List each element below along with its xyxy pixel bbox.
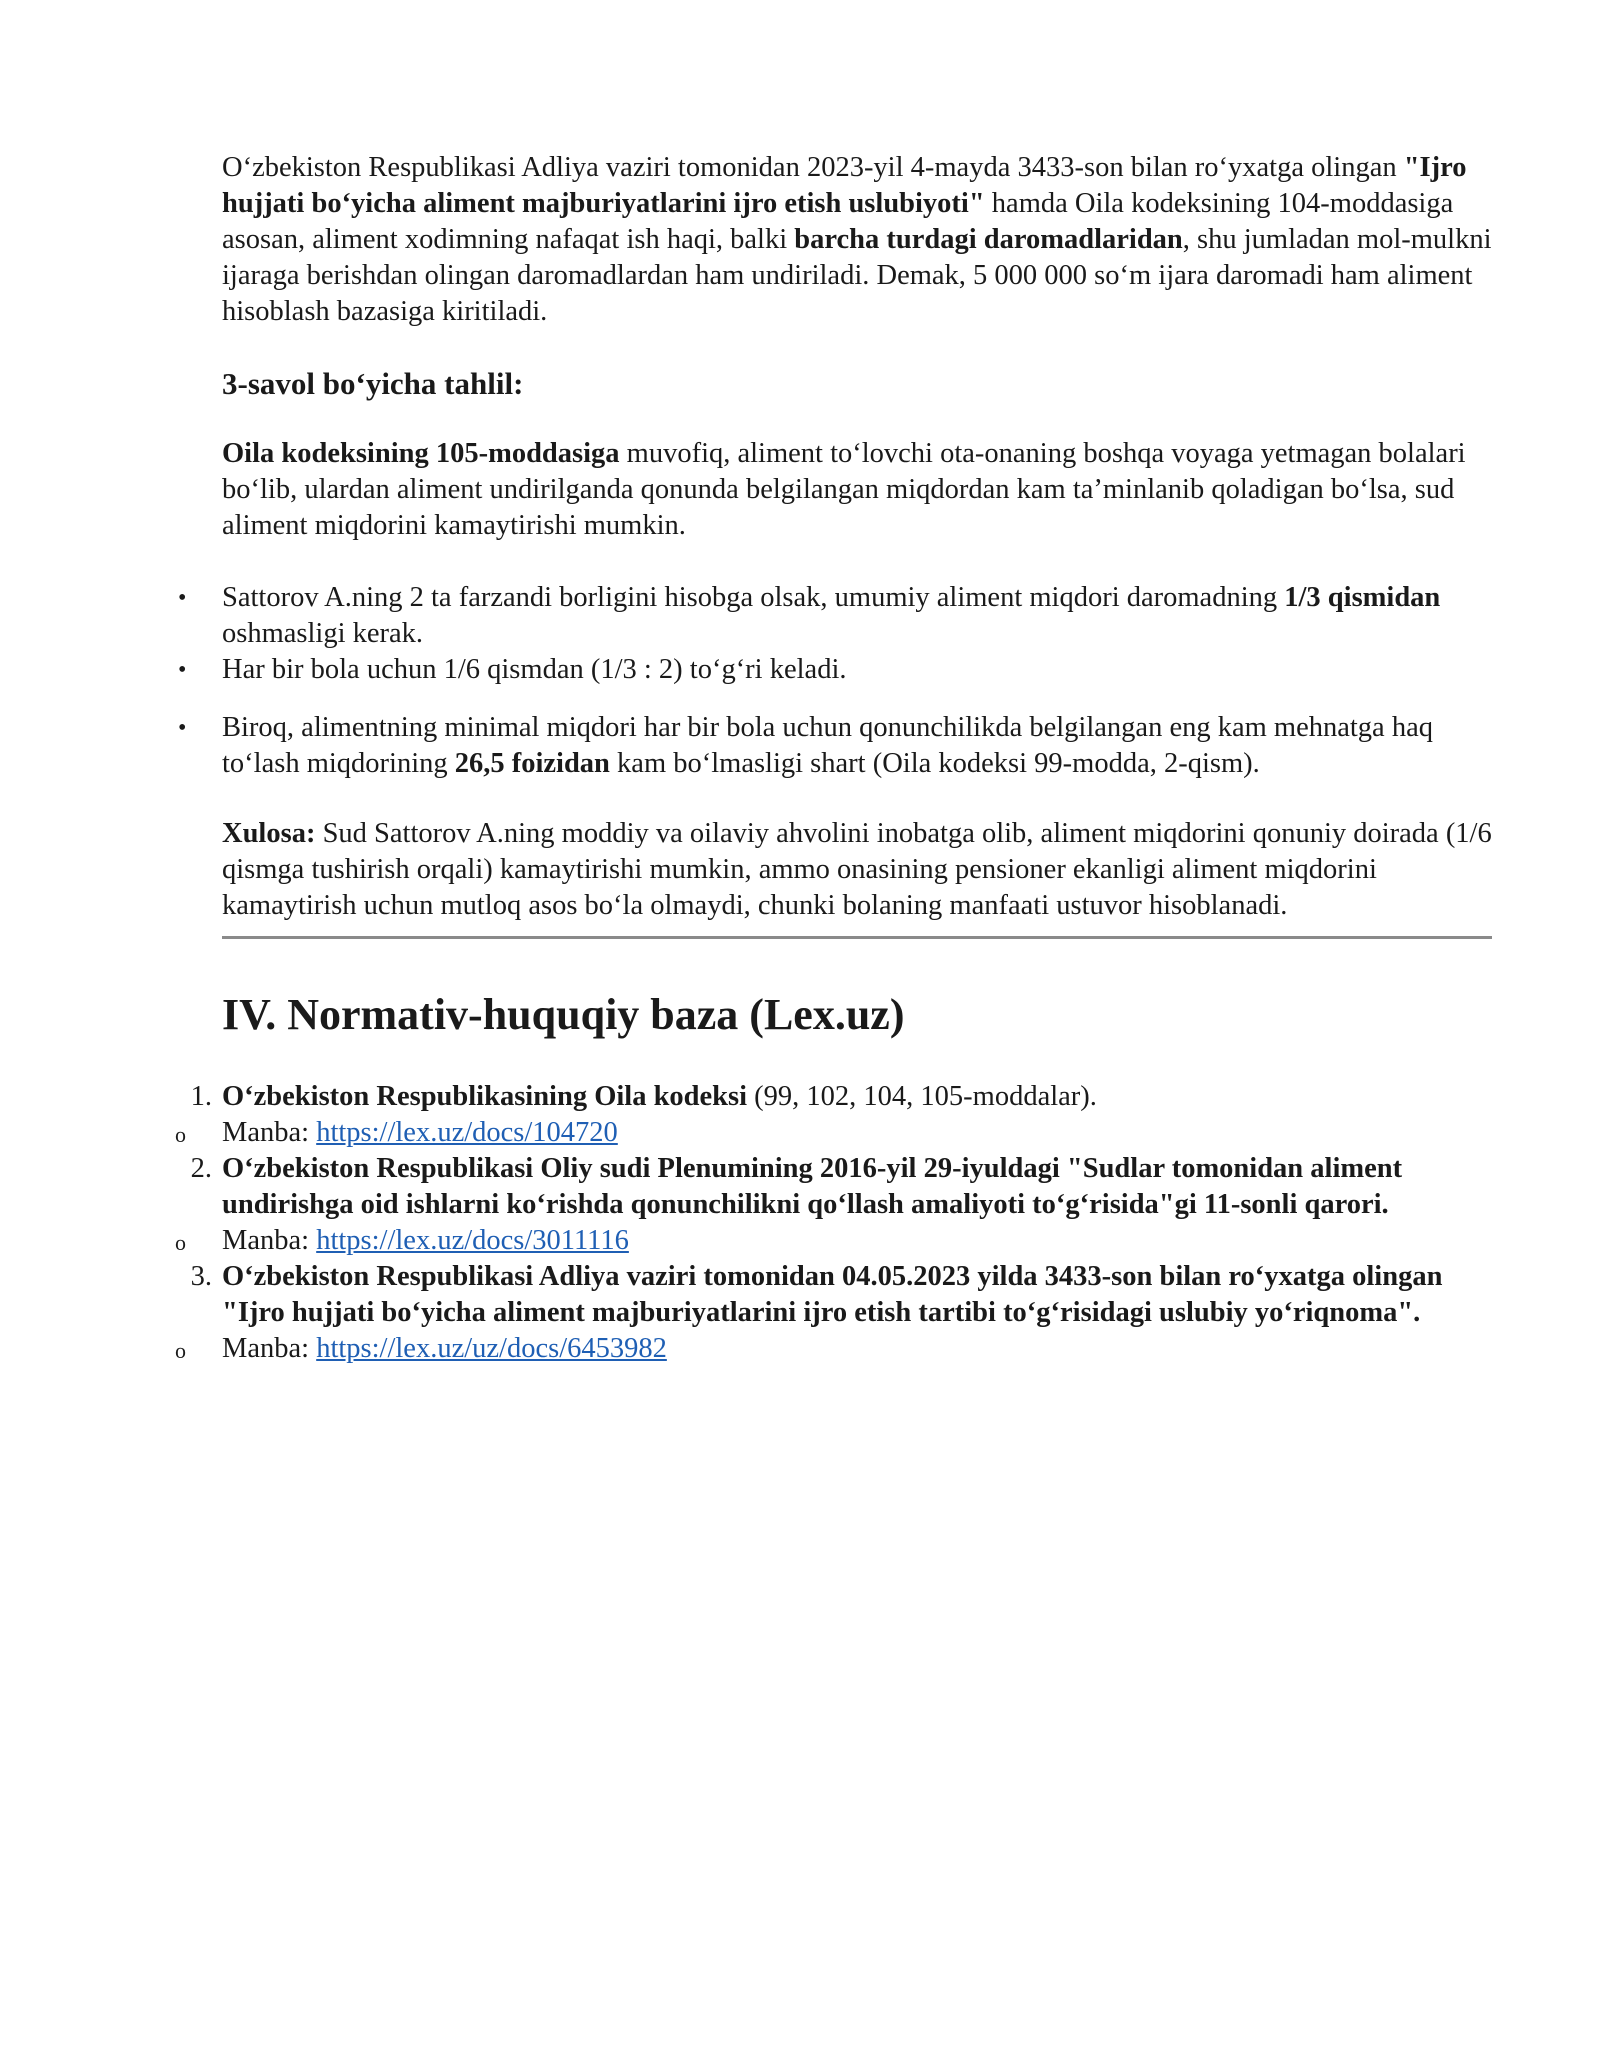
reference-number: 3. [190,1261,212,1292]
conclusion-label: Xulosa: [222,818,316,849]
bullet-3-text-1: Biroq, alimentning minimal miqdori har bir bola uchun qonunchilikda belgilangan eng kam mehnatga haq to‘lash miqdorining [222,712,1433,779]
bullet-1-text-2: oshmasligi kerak. [222,618,424,649]
reference-item [190,1259,1492,1331]
reference-title: O‘zbekiston Respublikasi Oliy sudi Plenumining 2016-yil 29-iyuldagi "Sudlar tomonidan aliment undirishga oid ishlarni ko‘rishda qonunchilikni qo‘llash amaliyoti to‘g‘risida"gi 11-sonli qarori. [222,1153,1403,1220]
intro-text-2: hamda Oila kodeksining 104-moddasiga asosan, aliment xodimning nafaqat ish haqi, balki [222,188,1454,255]
intro-bold-methodology: "Ijro hujjati bo‘yicha aliment majburiyatlarini ijro etish uslubiyoti" [222,152,1467,219]
section-3-paragraph [222,436,1492,544]
circle-bullet-icon: o [175,1122,186,1147]
bullet-1-bold: 1/3 qismidan [1284,582,1441,613]
reference-source [175,1331,1492,1367]
reference-source [175,1223,1492,1259]
intro-bold-all-income: barcha turdagi daromadlaridan [794,224,1183,255]
source-label: Manba: [222,1225,317,1256]
document-body [175,150,1492,1367]
section-3-bold-article: Oila kodeksining 105-moddasiga [222,438,620,469]
intro-text-1: O‘zbekiston Respublikasi Adliya vaziri tomonidan 2023-yil 4-mayda 3433-son bilan ro‘yxatga olingan [222,152,1404,183]
bullet-item [178,710,1492,782]
circle-bullet-icon: o [175,1230,186,1255]
bullet-1-text-1: Sattorov A.ning 2 ta farzandi borligini hisobga olsak, umumiy aliment miqdori daromadning [222,582,1285,613]
source-link-1[interactable]: https://lex.uz/docs/104720 [316,1117,618,1148]
reference-item [190,1151,1492,1223]
reference-title: O‘zbekiston Respublikasi Adliya vaziri tomonidan 04.05.2023 yilda 3433-son bilan ro‘yxatga olingan "Ijro hujjati bo‘yicha aliment majburiyatlarini ijro etish tartibi to‘g‘risidagi uslubiy yo‘riqnoma". [222,1261,1443,1328]
bullet-item [178,580,1492,652]
bullet-3-text-2: kam bo‘lmasligi shart (Oila kodeksi 99-modda, 2-qism). [609,748,1260,779]
conclusion-text: Sud Sattorov A.ning moddiy va oilaviy ahvolini inobatga olib, aliment miqdorini qonuniy doirada (1/6 qismga tushirish orqali) kamaytirishi mumkin, ammo onasining pensioner ekanligi aliment miqdorini kamaytirish uchun mutloq asos bo‘la olmaydi, chunki bolaning manfaati ustuvor hisoblanadi. [222,818,1492,921]
reference-suffix: (99, 102, 104, 105-moddalar). [747,1081,1097,1112]
source-link-2[interactable]: https://lex.uz/docs/3011116 [316,1225,629,1256]
bullet-2-text: Har bir bola uchun 1/6 qismdan (1/3 : 2) to‘g‘ri keladi. [222,654,847,685]
bullet-dot-icon: • [178,715,187,741]
section-3-text: muvofiq, aliment to‘lovchi ota-onaning boshqa voyaga yetmagan bolalari bo‘lib, ulardan aliment undirilganda qonunda belgilangan miqdordan kam ta’minlanib qoladigan bo‘lsa, sud aliment miqdorini kamaytirishi mumkin. [222,438,1466,541]
reference-item [190,1079,1492,1115]
section-3-heading: 3-savol bo‘yicha tahlil: [222,366,524,401]
intro-text-3: , shu jumladan mol-mulkni ijaraga berishdan olingan daromadlardan ham undiriladi. Demak, 5 000 000 so‘m ijara daromadi ham aliment hisoblash bazasiga kiritiladi. [222,224,1492,327]
bullet-3-bold: 26,5 foizidan [454,748,610,779]
bullet-dot-icon: • [178,585,187,611]
horizontal-divider [222,936,1492,939]
reference-number: 1. [190,1081,212,1112]
section-4-heading: IV. Normativ-huquqiy baza (Lex.uz) [222,990,905,1039]
conclusion-paragraph [222,816,1492,924]
source-label: Manba: [222,1117,317,1148]
analysis-bullet-list [178,580,1492,782]
reference-source [175,1115,1492,1151]
legal-references-list [175,1079,1492,1367]
bullet-dot-icon: • [178,657,187,683]
intro-paragraph [222,150,1492,330]
source-label: Manba: [222,1333,317,1364]
circle-bullet-icon: o [175,1338,186,1363]
reference-number: 2. [190,1153,212,1184]
source-link-3[interactable]: https://lex.uz/uz/docs/6453982 [316,1333,667,1364]
reference-title: O‘zbekiston Respublikasining Oila kodeksi [222,1081,748,1112]
bullet-item [178,652,1492,688]
